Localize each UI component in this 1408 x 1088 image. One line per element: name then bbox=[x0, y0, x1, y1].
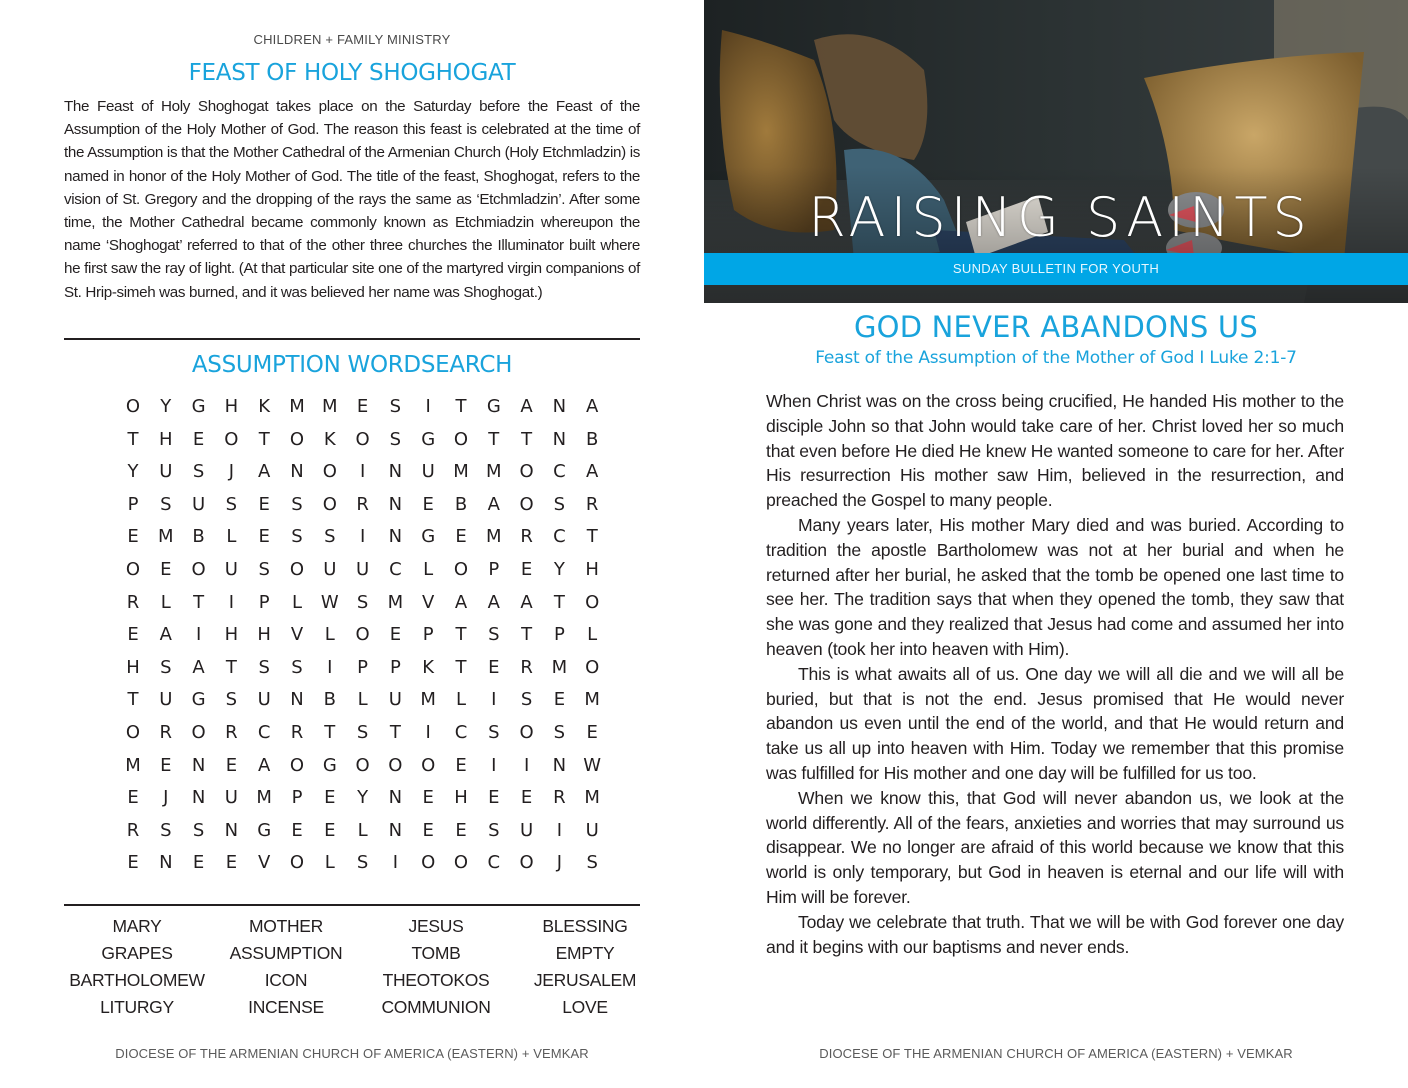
grid-letter: S bbox=[586, 852, 598, 874]
grid-letter: U bbox=[388, 689, 402, 711]
grid-letter: T bbox=[455, 656, 467, 678]
grid-letter: S bbox=[356, 852, 369, 874]
grid-letter: G bbox=[191, 689, 206, 711]
grid-letter: M bbox=[551, 656, 568, 678]
grid-letter: C bbox=[553, 461, 566, 483]
grid-letter: U bbox=[257, 689, 271, 711]
grid-letter: N bbox=[388, 526, 403, 548]
grid-letter: C bbox=[257, 722, 271, 743]
grid-letter: I bbox=[425, 396, 431, 417]
word-list bbox=[64, 915, 660, 1020]
article-subtitle: Feast of the Assumption of the Mother of God I Luke 2:1-7 bbox=[815, 348, 1297, 368]
grid-letter: M bbox=[420, 689, 436, 711]
grid-letter: M bbox=[486, 526, 502, 548]
grid-letter: S bbox=[356, 591, 369, 613]
grid-letter: B bbox=[586, 428, 599, 450]
grid-letter: V bbox=[258, 852, 271, 874]
grid-letter: W bbox=[583, 754, 602, 776]
grid-letter: E bbox=[127, 526, 139, 548]
grid-letter: R bbox=[356, 493, 369, 515]
grid-letter: R bbox=[520, 526, 533, 548]
grid-letter: T bbox=[521, 624, 533, 646]
grid-letter: N bbox=[191, 787, 206, 809]
grid-letter: G bbox=[322, 754, 337, 776]
grid-letter: N bbox=[224, 819, 239, 841]
grid-letter: T bbox=[324, 722, 336, 743]
grid-letter: O bbox=[519, 722, 534, 743]
grid-letter: T bbox=[127, 689, 139, 711]
article-body bbox=[766, 389, 1344, 959]
page-footer: DIOCESE OF THE ARMENIAN CHURCH OF AMERICA (EASTERN) + VEMKAR bbox=[819, 1046, 1293, 1061]
grid-letter: N bbox=[388, 787, 403, 809]
grid-letter: L bbox=[455, 689, 467, 711]
grid-letter: E bbox=[291, 819, 303, 841]
grid-letter: I bbox=[491, 689, 497, 711]
grid-letter: C bbox=[487, 852, 501, 874]
grid-letter: E bbox=[160, 559, 172, 580]
grid-letter: G bbox=[421, 526, 436, 548]
grid-letter: E bbox=[160, 754, 172, 776]
grid-letter: M bbox=[584, 787, 600, 809]
grid-letter: I bbox=[228, 591, 235, 613]
grid-letter: H bbox=[454, 787, 468, 809]
grid-letter: O bbox=[125, 722, 141, 743]
grid-letter: T bbox=[521, 428, 533, 450]
word-list-item: TOMB bbox=[411, 943, 461, 963]
grid-letter: G bbox=[486, 396, 501, 417]
word-list-item: LOVE bbox=[562, 997, 608, 1017]
grid-letter: S bbox=[488, 624, 500, 646]
grid-letter: I bbox=[425, 722, 431, 743]
grid-letter: O bbox=[585, 656, 600, 678]
grid-letter: U bbox=[159, 461, 173, 483]
grid-letter: W bbox=[320, 591, 339, 613]
hero-image bbox=[704, 0, 1408, 303]
word-list-item: ASSUMPTION bbox=[229, 943, 343, 963]
right-page bbox=[704, 0, 1408, 1088]
grid-letter: O bbox=[191, 559, 206, 580]
grid-letter: A bbox=[258, 461, 271, 483]
grid-letter: R bbox=[159, 722, 173, 743]
grid-letter: O bbox=[289, 428, 305, 450]
word-list-item: LITURGY bbox=[100, 997, 174, 1017]
grid-letter: M bbox=[584, 689, 600, 711]
grid-letter: G bbox=[421, 428, 436, 450]
grid-letter: A bbox=[487, 493, 500, 515]
grid-letter: M bbox=[256, 787, 272, 809]
grid-letter: T bbox=[389, 722, 401, 743]
grid-letter: A bbox=[258, 754, 271, 776]
section-label: CHILDREN + FAMILY MINISTRY bbox=[253, 32, 451, 47]
article-paragraph: This is what awaits all of us. One day we will all die and we will all be buried, but that is not the end. Jesus promised that He would never abandon us even until the end of the world, and that He would return and take us all up into heaven with Him. Today we remember that this promise was fulfilled for His mother and one day will be fulfilled for us too. bbox=[766, 663, 1344, 783]
grid-letter: M bbox=[322, 396, 338, 417]
wordsearch-title: ASSUMPTION WORDSEARCH bbox=[191, 352, 513, 378]
grid-letter: S bbox=[520, 689, 533, 711]
grid-letter: E bbox=[127, 787, 139, 809]
grid-letter: L bbox=[324, 852, 335, 874]
grid-letter: M bbox=[453, 461, 469, 483]
word-list-item: JERUSALEM bbox=[533, 970, 637, 990]
feast-title: FEAST OF HOLY SHOGHOGAT bbox=[188, 60, 516, 86]
article-paragraph: When Christ was on the cross being crucified, He handed His mother to the disciple John so that John would take care of her. Christ loved her so much that even before He died He knew He wanted someone to care for her. After His resurrection His mother saw Him, believed in the resurrection, and preached the Gospel to many people. bbox=[766, 391, 1344, 511]
grid-letter: O bbox=[453, 428, 469, 450]
grid-letter: P bbox=[127, 493, 139, 515]
grid-letter: H bbox=[257, 624, 271, 646]
grid-letter: K bbox=[258, 396, 271, 417]
grid-letter: Y bbox=[160, 396, 172, 417]
grid-letter: L bbox=[587, 624, 598, 646]
grid-letter: G bbox=[191, 396, 206, 417]
grid-letter: S bbox=[553, 493, 566, 515]
grid-letter: T bbox=[225, 656, 237, 678]
grid-letter: O bbox=[519, 852, 534, 874]
grid-letter: T bbox=[258, 428, 270, 450]
grid-letter: E bbox=[192, 852, 205, 874]
grid-letter: S bbox=[356, 722, 369, 743]
grid-letter: T bbox=[455, 396, 467, 417]
grid-letter: Y bbox=[357, 787, 369, 809]
grid-letter: O bbox=[453, 852, 469, 874]
grid-letter: O bbox=[322, 461, 337, 483]
grid-letter: U bbox=[520, 819, 534, 841]
grid-letter: A bbox=[520, 591, 533, 613]
grid-letter: N bbox=[552, 428, 567, 450]
grid-letter: E bbox=[455, 526, 467, 548]
grid-letter: L bbox=[160, 591, 171, 613]
feast-description: The Feast of Holy Shoghogat takes place on the Saturday before the Feast of the Assumption of the Holy Mother of God. The reason this feast is celebrated at the time of the Assumption is that the Mother Cathedral of the Armenian Church (Holy Etchmladzin) is named in honor of the Holy Mother of God. The title of the feast, Shoghogat, refers to the vision of St. Gregory and the dropping of the rays the same as ‘Etchmladzin’. After some time, the Mother Cathedral became commonly known as Etchmiadzin whereupon the name ‘Shoghogat’ referred to that of the other three churches the Illuminator built where he first saw the ray of light. (At that particular site one of the martyred virgin companions of St. Hrip-simeh was burned, and it was believed her name was Shoghogat.) bbox=[64, 98, 640, 301]
grid-letter: E bbox=[586, 722, 598, 743]
grid-letter: E bbox=[324, 787, 336, 809]
grid-letter: I bbox=[195, 624, 202, 646]
grid-letter: O bbox=[355, 428, 370, 450]
grid-letter: E bbox=[422, 819, 434, 841]
grid-letter: I bbox=[523, 754, 530, 776]
grid-letter: E bbox=[422, 493, 434, 515]
grid-letter: N bbox=[290, 689, 304, 711]
grid-letter: I bbox=[556, 819, 563, 841]
banner bbox=[704, 253, 1408, 285]
grid-letter: M bbox=[486, 461, 502, 483]
grid-letter: R bbox=[126, 591, 140, 613]
grid-letter: V bbox=[422, 591, 435, 613]
grid-letter: R bbox=[585, 493, 599, 515]
grid-letter: T bbox=[553, 591, 565, 613]
grid-letter: O bbox=[125, 396, 141, 417]
grid-letter: E bbox=[422, 787, 434, 809]
grid-letter: P bbox=[291, 787, 303, 809]
grid-letter: O bbox=[519, 493, 534, 515]
grid-letter: L bbox=[357, 689, 368, 711]
grid-letter: A bbox=[454, 591, 468, 613]
grid-letter: O bbox=[289, 754, 305, 776]
grid-letter: S bbox=[488, 819, 500, 841]
grid-letter: S bbox=[291, 526, 303, 548]
grid-letter: S bbox=[192, 461, 205, 483]
grid-letter: S bbox=[258, 656, 270, 678]
grid-letter: S bbox=[258, 559, 270, 580]
grid-letter: N bbox=[552, 396, 567, 417]
divider bbox=[64, 338, 640, 340]
grid-letter: S bbox=[291, 493, 303, 515]
grid-letter: I bbox=[392, 852, 399, 874]
grid-letter: E bbox=[324, 819, 336, 841]
word-list-item: COMMUNION bbox=[381, 997, 491, 1017]
grid-letter: L bbox=[357, 819, 368, 841]
grid-letter: U bbox=[356, 559, 370, 580]
grid-letter: H bbox=[159, 428, 173, 450]
grid-letter: L bbox=[423, 559, 434, 580]
grid-letter: O bbox=[355, 754, 370, 776]
article-paragraph: When we know this, that God will never abandon us, we look at the world differently. All of the fears, anxieties and worries that may surround us disappear. We no longer are afraid of this world because we know that this world is only temporary, but God in heaven is eternal and our life will with Him will be forever. bbox=[766, 787, 1344, 907]
word-list-item: JESUS bbox=[408, 916, 464, 936]
grid-letter: H bbox=[224, 396, 239, 417]
grid-letter: J bbox=[163, 787, 169, 809]
grid-letter: O bbox=[421, 754, 436, 776]
grid-letter: O bbox=[125, 559, 141, 580]
grid-letter: E bbox=[127, 624, 139, 646]
grid-letter: J bbox=[228, 461, 235, 483]
grid-letter: M bbox=[158, 526, 174, 548]
grid-letter: S bbox=[488, 722, 500, 743]
banner-text: SUNDAY BULLETIN FOR YOUTH bbox=[952, 261, 1160, 276]
grid-letter: P bbox=[553, 624, 565, 646]
grid-letter: T bbox=[127, 428, 139, 450]
grid-letter: E bbox=[258, 493, 270, 515]
divider bbox=[64, 904, 640, 906]
grid-letter: S bbox=[160, 493, 172, 515]
grid-letter: L bbox=[324, 624, 335, 646]
grid-letter: U bbox=[323, 559, 337, 580]
grid-letter: U bbox=[224, 559, 238, 580]
grid-letter: I bbox=[491, 754, 497, 776]
grid-letter: E bbox=[225, 754, 238, 776]
grid-letter: N bbox=[388, 461, 403, 483]
grid-letter: O bbox=[585, 591, 600, 613]
grid-letter: E bbox=[356, 396, 369, 417]
grid-letter: R bbox=[290, 722, 304, 743]
grid-letter: S bbox=[160, 656, 172, 678]
article-paragraph: Many years later, His mother Mary died and was buried. According to tradition the apostle Bartholomew was not at her burial and when he returned after her burial, he asked that the tomb be opened one last time to see her. The tradition says that when they opened the tomb, they saw that she was gone and they realized that Jesus had come and assumed her into heaven (took her into heaven with Him). bbox=[766, 514, 1344, 659]
grid-letter: E bbox=[127, 852, 139, 874]
grid-letter: S bbox=[192, 819, 205, 841]
grid-letter: O bbox=[289, 852, 305, 874]
grid-letter: A bbox=[586, 461, 599, 483]
grid-letter: L bbox=[291, 591, 303, 613]
grid-letter: E bbox=[520, 787, 533, 809]
grid-letter: R bbox=[520, 656, 533, 678]
grid-letter: L bbox=[226, 526, 237, 548]
grid-letter: S bbox=[389, 428, 402, 450]
grid-letter: S bbox=[225, 689, 238, 711]
word-list-item: MOTHER bbox=[248, 916, 324, 936]
grid-letter: N bbox=[159, 852, 173, 874]
grid-letter: U bbox=[159, 689, 173, 711]
word-list-item: THEOTOKOS bbox=[382, 970, 490, 990]
grid-letter: A bbox=[192, 656, 205, 678]
grid-letter: P bbox=[357, 656, 369, 678]
grid-letter: U bbox=[192, 493, 206, 515]
grid-letter: U bbox=[421, 461, 435, 483]
grid-letter: P bbox=[488, 559, 500, 580]
grid-letter: Y bbox=[553, 559, 565, 580]
grid-letter: E bbox=[488, 787, 500, 809]
word-list-item: ICON bbox=[264, 970, 308, 990]
grid-letter: V bbox=[290, 624, 304, 646]
grid-letter: O bbox=[388, 754, 403, 776]
grid-letter: R bbox=[126, 819, 140, 841]
grid-letter: I bbox=[359, 461, 366, 483]
grid-letter: E bbox=[553, 689, 566, 711]
grid-letter: E bbox=[520, 559, 533, 580]
grid-letter: H bbox=[585, 559, 599, 580]
grid-letter: M bbox=[289, 396, 305, 417]
grid-letter: A bbox=[487, 591, 500, 613]
grid-letter: A bbox=[159, 624, 172, 646]
grid-letter: O bbox=[322, 493, 337, 515]
grid-letter: T bbox=[455, 624, 467, 646]
grid-letter: R bbox=[225, 722, 238, 743]
grid-letter: N bbox=[388, 493, 403, 515]
grid-letter: C bbox=[389, 559, 402, 580]
grid-letter: R bbox=[553, 787, 566, 809]
article-title: GOD NEVER ABANDONS US bbox=[854, 310, 1258, 344]
word-list-item: BLESSING bbox=[542, 916, 628, 936]
grid-letter: B bbox=[192, 526, 205, 548]
grid-letter: T bbox=[586, 526, 598, 548]
masthead-title: RAISING SAINTS bbox=[808, 186, 1312, 249]
grid-letter: S bbox=[553, 722, 566, 743]
grid-letter: J bbox=[556, 852, 563, 874]
grid-letter: B bbox=[454, 493, 468, 515]
grid-letter: G bbox=[257, 819, 272, 841]
grid-letter: O bbox=[519, 461, 534, 483]
grid-letter: O bbox=[453, 559, 469, 580]
word-list-item: GRAPES bbox=[101, 943, 173, 963]
article-paragraph: Today we celebrate that truth. That we will be with God forever one day and it begins with our baptisms and never ends. bbox=[766, 911, 1344, 957]
grid-letter: S bbox=[160, 819, 172, 841]
grid-letter: A bbox=[520, 396, 533, 417]
word-list-item: EMPTY bbox=[555, 943, 615, 963]
grid-letter: O bbox=[224, 428, 239, 450]
grid-letter: T bbox=[193, 591, 205, 613]
grid-letter: O bbox=[355, 624, 370, 646]
grid-letter: O bbox=[191, 722, 206, 743]
grid-letter: S bbox=[389, 396, 402, 417]
grid-letter: U bbox=[585, 819, 599, 841]
grid-letter: I bbox=[359, 526, 366, 548]
grid-letter: N bbox=[552, 754, 567, 776]
grid-letter: N bbox=[191, 754, 206, 776]
grid-letter: E bbox=[192, 428, 205, 450]
grid-letter: B bbox=[323, 689, 336, 711]
grid-letter: O bbox=[289, 559, 305, 580]
grid-letter: K bbox=[323, 428, 336, 450]
grid-letter: T bbox=[488, 428, 500, 450]
grid-letter: H bbox=[224, 624, 239, 646]
grid-letter: Y bbox=[127, 461, 139, 483]
grid-letter: P bbox=[422, 624, 434, 646]
grid-letter: A bbox=[586, 396, 599, 417]
grid-letter: C bbox=[454, 722, 468, 743]
grid-letter: U bbox=[224, 787, 238, 809]
grid-letter: S bbox=[225, 493, 238, 515]
grid-letter: P bbox=[389, 656, 401, 678]
grid-letter: E bbox=[455, 819, 467, 841]
grid-letter: N bbox=[290, 461, 304, 483]
word-list-item: INCENSE bbox=[248, 997, 324, 1017]
grid-letter: O bbox=[421, 852, 436, 874]
grid-letter: M bbox=[125, 754, 141, 776]
grid-letter: E bbox=[389, 624, 402, 646]
grid-letter: S bbox=[324, 526, 336, 548]
page-footer: DIOCESE OF THE ARMENIAN CHURCH OF AMERICA (EASTERN) + VEMKAR bbox=[115, 1046, 589, 1061]
grid-letter: H bbox=[126, 656, 140, 678]
grid-letter: P bbox=[258, 591, 270, 613]
word-list-item: BARTHOLOMEW bbox=[69, 970, 205, 990]
grid-letter: S bbox=[291, 656, 303, 678]
grid-letter: E bbox=[225, 852, 238, 874]
grid-letter: E bbox=[258, 526, 270, 548]
word-list-item: MARY bbox=[112, 916, 162, 936]
grid-letter: E bbox=[455, 754, 467, 776]
grid-letter: M bbox=[387, 591, 404, 613]
grid-letter: N bbox=[388, 819, 403, 841]
grid-letter: E bbox=[488, 656, 500, 678]
grid-letter: I bbox=[327, 656, 333, 678]
grid-letter: C bbox=[553, 526, 566, 548]
grid-letter: K bbox=[422, 656, 435, 678]
